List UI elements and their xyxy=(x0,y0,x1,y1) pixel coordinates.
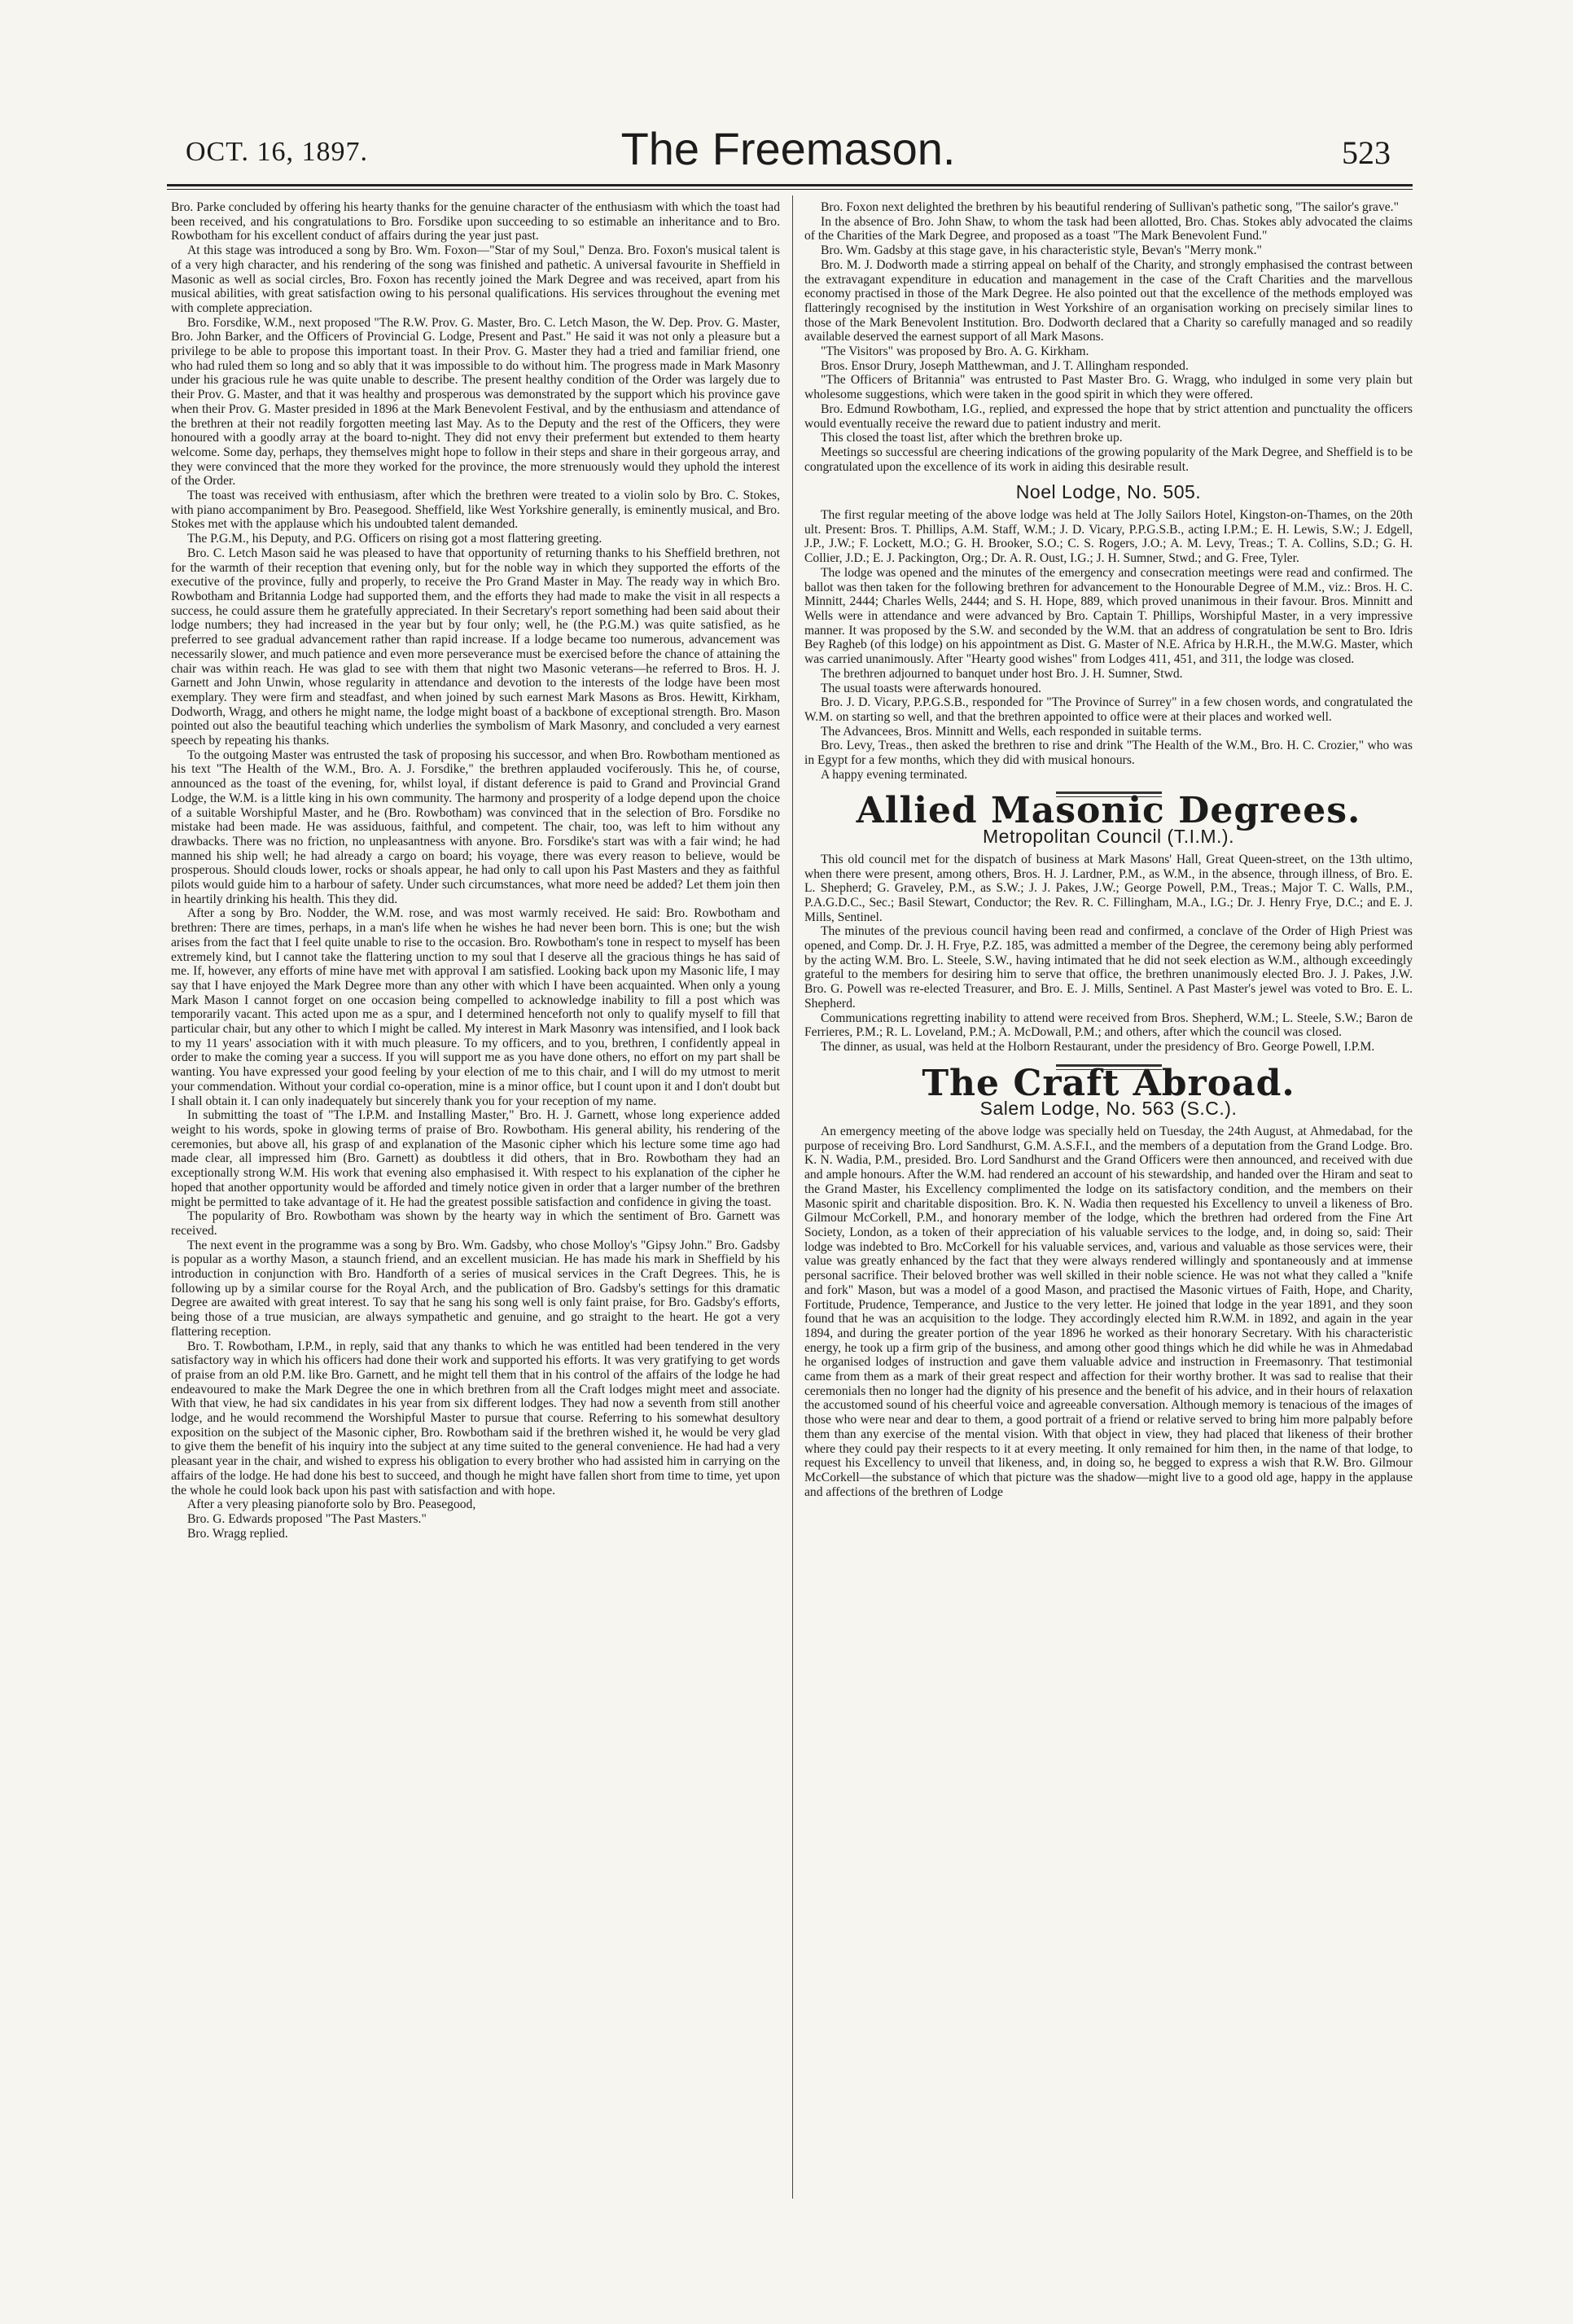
article-paragraph: The brethren adjourned to banquet under host Bro. J. H. Sumner, Stwd. xyxy=(821,666,1183,681)
article-paragraph: To the outgoing Master was entrusted the task of proposing his successor, and when Bro. Rowbotham mentioned as his text "The Health of the W.M., Bro. A. J. Forsdike," the brethren applauded vociferously. This he, of course, announced as the toast of the evening, for, whilst loyal, if distant deference is paid to Grand and Provincial Grand Lodge, the W.M. is a little king in his own community. The harmony and prosperity of a lodge depend upon the choice of a suitable Worshipful Master, and he (Bro. Rowbotham) was convinced that in the selection of Bro. Forsdike no mistake had been made. He was assiduous, faithful, and competent. The chair, too, was left to him without any drawbacks. There was no friction, no unpleasantness with anyone. Bro. Forsdike's start was with a fair wind; he had manned his ship well; he had already a cargo on board; his voyage, there was every reason to believe, would be prosperous. Should clouds lower, rocks or shoals appear, he had only to call upon his Past Masters and they as faithful pilots would guide him to a harbour of safety. Under such circumstances, what more need be added? Let them join then in heartily drinking his health. This they did. xyxy=(171,748,780,906)
article-paragraph: In the absence of Bro. John Shaw, to whom the task had been allotted, Bro. Chas. Stokes ably advocated the claims of the Charities of the Mark Degree, and proposed as a toast "The Mark Benevolent Fund." xyxy=(804,214,1413,243)
masthead-rule-thick xyxy=(167,184,1413,186)
left-column xyxy=(171,200,780,1541)
article-paragraph: Bro. Wragg replied. xyxy=(187,1526,288,1541)
section-title: Allied Masonic Degrees. xyxy=(856,790,1361,832)
article-paragraph: Communications regretting inability to attend were received from Bros. Shepherd, W.M.; L. Steele, S.W.; Baron de Ferrieres, P.M.; R. L. Loveland, P.M.; A. McDowall, P.M.; and others, after which the council was closed. xyxy=(804,1011,1413,1040)
article-paragraph: This old council met for the dispatch of business at Mark Masons' Hall, Great Queen-street, on the 13th ultimo, when there were present, among others, Bros. H. J. Lardner, P.M., as W.M., in the absence, through illness, of Bro. E. L. Shepherd; G. Graveley, P.M., as S.W.; J. J. Pakes, J.W.; George Powell, P.M., Treas.; Major T. C. Walls, P.M., P.A.G.D.C., Sec.; Basil Stewart, Conductor; the Rev. R. C. Fillingham, M.A., I.G.; Dr. J. Henry Frye, D.C.; and E. J. Mills, Sentinel. xyxy=(804,852,1413,924)
article-paragraph: Bro. Foxon next delighted the brethren by his beautiful rendering of Sullivan's pathetic song, "The sailor's grave." xyxy=(821,200,1399,214)
article-paragraph: Bro. Forsdike, W.M., next proposed "The R.W. Prov. G. Master, Bro. C. Letch Mason, the W. Dep. Prov. G. Master, Bro. John Barker, and the Officers of Provincial G. Lodge, Present and Past." He said it was not only a pleasure but a privilege to be able to propose this important toast. In their Prov. G. Master they had a tried and familiar friend, one who had ruled them so long and so ably that it was impossible to do without him. The progress made in Mark Masonry under his gracious rule he was quite unable to describe. The present healthy condition of the Order was largely due to their Prov. G. Master, and that it was healthy and prosperous was demonstrated by the support which his province gave when their Prov. G. Master presided in 1896 at the Mark Benevolent Festival, and by the enthusiasm and attendance of the brethren at their not readily forgotten meeting last May. As to the Deputy and the rest of the Officers, they were honoured with a goodly array at the board to-night. They did not envy their preferment but extended to them hearty welcome. Some day, perhaps, they themselves might hope to follow in their steps and share in their gorgeous array, and they were convinced that the more they worked for the province, the more strenuously would they uphold the interest of the Order. xyxy=(171,315,780,489)
masthead xyxy=(186,122,1391,179)
article-paragraph: Bro. M. J. Dodworth made a stirring appeal on behalf of the Charity, and strongly emphasised the contrast between the extravagant expenditure in education and management in the case of the Craft Charities and the marvellous economy practised in those of the Mark Degree. He also pointed out that the excellence of the methods employed was flatteringly recognised by the institution in West Yorkshire of an organisation working on precisely similar lines to those of the Mark Benevolent Institution. Bro. Dodworth declared that a Charity so carefully managed and so readily available deserved the earnest support of all Mark Masons. xyxy=(804,257,1413,344)
article-paragraph: The next event in the programme was a song by Bro. Wm. Gadsby, who chose Molloy's "Gipsy John." Bro. Gadsby is popular as a worthy Mason, a staunch friend, and an excellent musician. He has made his mark in Sheffield by his introduction in conjunction with Bro. Handforth of a series of musical services in the Craft Degrees. This, he is following up by a similar course for the Royal Arch, and the publication of Bro. Gadsby's settings for this dramatic Degree are awaited with great interest. To say that he sang his song well is only faint praise, for Bro. Gadsby's efforts, being those of a true musician, are always sympathetic and genuine, and go straight to the heart. He got a very flattering reception. xyxy=(171,1238,780,1339)
article-paragraph: The dinner, as usual, was held at the Holborn Restaurant, under the presidency of Bro. George Powell, I.P.M. xyxy=(821,1039,1375,1054)
article-paragraph: Bro. J. D. Vicary, P.P.G.S.B., responded for "The Province of Surrey" in a few chosen words, and congratulated the W.M. on starting so well, and that the brethren appointed to office were at their places and worked well. xyxy=(804,695,1413,724)
article-paragraph: The first regular meeting of the above lodge was held at The Jolly Sailors Hotel, Kingston-on-Thames, on the 20th ult. Present: Bros. T. Phillips, A.M. Staff, W.M.; J. D. Vicary, P.P.G.S.B., acting I.P.M.; E. H. Lewis, S.W.; J. Edgell, J.P., J.W.; F. Lockett, M.O.; G. H. Brooker, S.O.; C. S. Rogers, J.O.; A. M. Levy, Treas.; T. A. Collins, S.D.; G. H. Collier, J.D.; E. J. Packington, Org.; Dr. A. R. Oust, I.G.; J. H. Sumner, Stwd.; and G. Free, Tyler. xyxy=(804,508,1413,566)
newspaper-title: The Freemason. xyxy=(620,123,956,174)
article-paragraph: Bros. Ensor Drury, Joseph Matthewman, and J. T. Allingham responded. xyxy=(821,358,1189,373)
allied-masonic-section xyxy=(804,790,1413,1054)
article-paragraph: The toast was received with enthusiasm, after which the brethren were treated to a violin solo by Bro. C. Stokes, with piano accompaniment by Bro. Peasegood. Sheffield, like West Yorkshire generally, is eminently musical, and Bro. Stokes met with the applause which his undoubted talent demanded. xyxy=(171,489,780,532)
section-title: The Craft Abroad. xyxy=(922,1062,1295,1104)
article-continuation xyxy=(804,200,1413,474)
right-column xyxy=(804,200,1413,1499)
article-paragraph: This closed the toast list, after which the brethren broke up. xyxy=(821,431,1123,445)
article-paragraph: After a song by Bro. Nodder, the W.M. rose, and was most warmly received. He said: Bro. Rowbotham and brethren: There are times, perhaps, in a man's life when he wishes he had never been born. This is one; but the wish arises from the fact that I feel quite unable to rise to the occasion. Bro. Rowbotham's tone in respect to myself has been extremely kind, but I cannot take the flattering unction to my soul that I deserve all the gracious things he has said of me. If, however, any efforts of mine have met with approval I am satisfied. Looking back upon my Masonic life, I may say that I have enjoyed the Mark Degree more than any other with which I have been acquainted. When only a young Mark Mason I cannot forget on one occasion being compelled to acknowledge inability to fill a post which was temporarily vacant. This acted upon me as a spur, and I determined henceforth not only to qualify myself to fill that particular chair, but any other to which I might be called. My interest in Mark Masonry was intensified, and I look back to my 11 years' association with it with much pleasure. To my officers, and to you, brethren, I confidently appeal in order to make the coming year a success. If you will support me as you have done others, no effort on my part shall be wanting. You have expressed your good feeling by your election of me to this chair, and I will do my utmost to merit your commendation. Without your cordial co-operation, mine is a minor office, but I count upon it and I don't doubt but I shall obtain it. I can only inadequately but sincerely thank you for your reception of my name. xyxy=(171,906,780,1108)
article-paragraph: Bro. Parke concluded by offering his hearty thanks for the genuine character of the enthusiasm with which the toast had been received, and his congratulations to Bro. Forsdike upon succeeding to so estimable an inheritance and to Bro. Rowbotham for his excellent conduct of affairs during the year just past. xyxy=(171,200,780,243)
article-paragraph: "The Visitors" was proposed by Bro. A. G. Kirkham. xyxy=(821,344,1089,359)
craft-abroad-section xyxy=(804,1062,1413,1500)
section-heading: Noel Lodge, No. 505. xyxy=(1015,481,1202,503)
article-paragraph: Bro. Edmund Rowbotham, I.G., replied, and expressed the hope that by strict attention and punctuality the officers would eventually receive the reward due to patient industry and merit. xyxy=(804,401,1413,431)
article-paragraph: The lodge was opened and the minutes of the emergency and consecration meetings were read and confirmed. The ballot was then taken for the following brethren for advancement to the Honourable Degree of M.M., viz.: Bros. H. C. Minnitt, 2444; Charles Wells, 2444; and S. H. Hope, 889, which proved unanimous in their favour. Bros. Minnitt and Wells were in attendance and were advanced by Bro. Captain T. Phillips, Worshipful Master, in a very impressive manner. It was proposed by the S.W. and seconded by the W.M. that an address of congratulation be sent to Bro. Idris Bey Ragheb (of this lodge) on his appointment as Dist. G. Master of N.E. Africa by H.R.H., the M.W.G. Master, which was carried unanimously. After "Hearty good wishes" from Lodges 411, 451, and 311, the lodge was closed. xyxy=(804,565,1413,667)
article-paragraph: The P.G.M., his Deputy, and P.G. Officers on rising got a most flattering greeting. xyxy=(187,532,602,546)
article-paragraph: An emergency meeting of the above lodge was specially held on Tuesday, the 24th August, at Ahmedabad, for the purpose of receiving Bro. Lord Sandhurst, G.M. A.S.F.I., and the members of a deputation from the Grand Lodge. Bro. K. N. Wadia, P.M., presided. Bro. Lord Sandhurst and the Grand Officers were then announced, and received with due and ample honours. After the W.M. had rendered an account of his stewardship, and handed over the Hiram and seat to the Grand Master, his Excellency complimented the lodge on its satisfactory condition, and the members on their Masonic spirit and charitable disposition. Bro. K. N. Wadia then requested his Excellency to unveil a likeness of Bro. Gilmour McCorkell, P.M., and honorary member of the lodge, which the brethren had ordered from the Fine Art Society, London, as a token of their appreciation of his valuable services to the lodge, and, in doing so, said: Their lodge was indebted to Bro. McCorkell for his valuable services, and, various and valuable as those services were, their value was greatly enhanced by the fact that they were always rendered willingly and spontaneously and at immense personal sacrifice. Their beloved brother was well skilled in their noble science. He was not what they called a "knife and fork" Mason, but was a model of a good Mason, and practised the Masonic virtues of Faith, Hope, and Charity, Fortitude, Prudence, Temperance, and Justice to the very letter. He joined that lodge in the year 1891, and they soon found that he was an acquisition to the lodge. They accordingly elected him R.W.M. in 1892, and again in the year 1894, and during the greater portion of the year 1896 he worked as their honorary Secretary. With his characteristic energy, he took up a firm grip of the business, and among other good things which he did while he was in Ahmedabad he organised lodges of instruction and gave them valuable advice and instruction in Freemasonry. That testimonial came from them as a mark of their great respect and affection for their worthy brother. It was sad to realise that their ceremonials then no longer had the dignity of his presence and the benefit of his advice, and in their hours of relaxation the accustomed sound of his cheerful voice and agreeable conversation. Although memory is tenacious of the images of those who were near and dear to them, a good portrait of a friend or relative served to bring him more palpably before them than any exercise of the mental vision. With that object in view, they had placed that likeness of their brother where they could pay their respects to it at every meeting. It only remained for him then, in the name of that lodge, to request his Excellency to unveil that likeness, and, in doing so, he begged to express a wish that R.W. Bro. Gilmour McCorkell—the substance of which that picture was the shadow—might live to a good old age, happy in the applause and affections of the brethren of Lodge xyxy=(804,1125,1413,1499)
article-paragraph: Bro. T. Rowbotham, I.P.M., in reply, said that any thanks to which he was entitled had been tendered in the very satisfactory way in which his officers had done their work and supported his efforts. It was very gratifying to get words of praise from an old P.M. like Bro. Garnett, and he might tell them that in his control of the affairs of the lodge he had endeavoured to make the Mark Degree the one in which brethren from all the Craft lodges might meet and associate. With that view, he had six candidates in his year from six different lodges. They had now a seventh from still another lodge, and he would recommend the Worshipful Master to pursue that course. Referring to his somewhat desultory exposition on the subject of the Masonic cipher, Bro. Rowbotham said if the brethren wished it, he would be very glad to give them the benefit of his inquiry into the subject at any time suited to the general convenience. He had had a very pleasant year in the chair, and wished to express his obligation to every brother who had assisted him in carrying on the affairs of the lodge. He had done his best to succeed, and though he might have fallen short from time to time, yet upon the whole he could look back upon his past with satisfaction and with hope. xyxy=(171,1339,780,1497)
article-paragraph: Bro. Levy, Treas., then asked the brethren to rise and drink "The Health of the W.M., Bro. H. C. Crozier," who was in Egypt for a few months, which they did with musical honours. xyxy=(804,739,1413,768)
column-divider xyxy=(792,195,793,2199)
section-subheading: Salem Lodge, No. 563 (S.C.). xyxy=(979,1098,1238,1120)
article-paragraph: A happy evening terminated. xyxy=(821,767,968,782)
page-number: 523 xyxy=(1342,134,1391,171)
article-paragraph: In submitting the toast of "The I.P.M. and Installing Master," Bro. H. J. Garnett, whose long experience added weight to his words, spoke in glowing terms of praise of Bro. Rowbotham. His general ability, his rendering of the ceremonies, but above all, his grasp of and explanation of the Masonic cipher which his lecture some time ago had made clear, all impressed him (Bro. Garnett) as doubtless it did others, that in Bro. Rowbotham they had an exceptionally strong W.M. His work that evening also emphasised it. With respect to his explanation of the cipher he hoped that another opportunity would be afforded and timely notice given in order that a larger number of the brethren might be permitted to take advantage of it. He had the greatest possible satisfaction and confidence in giving the toast. xyxy=(171,1108,780,1209)
article-paragraph: The Advancees, Bros. Minnitt and Wells, each responded in suitable terms. xyxy=(821,724,1202,739)
article-paragraph: Bro. G. Edwards proposed "The Past Masters." xyxy=(187,1511,427,1526)
article-paragraph: After a very pleasing pianoforte solo by Bro. Peasegood, xyxy=(187,1497,476,1512)
article-paragraph: Meetings so successful are cheering indications of the growing popularity of the Mark Degree, and Sheffield is to be congratulated upon the excellence of its work in aiding this desirable result. xyxy=(804,445,1413,474)
section-subheading: Metropolitan Council (T.I.M.). xyxy=(983,826,1234,848)
issue-date: OCT. 16, 1897. xyxy=(186,137,368,167)
article-paragraph: Bro. C. Letch Mason said he was pleased to have that opportunity of returning thanks to his Sheffield brethren, not for the warmth of their reception that evening only, but for the noble way in which they supported the efforts of the executive of the province, fully and properly, to receive the Pro Grand Master in May. The ready way in which Bro. Rowbotham and Britannia Lodge had supported them, and the efforts they had made to make the visit in all respects a success, he could assure them he gratefully appreciated. In their Secretary's report something had been said about their lodge numbers; they had increased in the year but by four only; well, he (the P.G.M.) was quite satisfied, as he preferred to see gradual advancement rather than rapid increase. If a lodge became too numerous, advancement was necessarily slower, and much patience and even more perseverance must be exercised before the chance of attaining the chair was within reach. He was glad to see with them that night two Masonic veterans—he referred to Bros. H. J. Garnett and John Unwin, whose regularity in attendance and devotion to the interests of the lodge have been most exemplary. They were firm and steadfast, and when joined by such earnest Mark Masons as Bros. Hewitt, Kirkham, Dodworth, Wragg, and others he might name, the lodge might boast of a backbone of exceptional strength. Bro. Mason pointed out also the beautiful teaching which underlies the symbolism of Mark Masonry, and concluded a very earnest speech by repeating his thanks. xyxy=(171,546,780,748)
article-paragraph: The usual toasts were afterwards honoured. xyxy=(821,681,1042,695)
noel-lodge-report xyxy=(804,481,1413,782)
article-paragraph: The popularity of Bro. Rowbotham was shown by the hearty way in which the sentiment of Bro. Garnett was received. xyxy=(171,1209,780,1238)
article-paragraph: Bro. Wm. Gadsby at this stage gave, in his characteristic style, Bevan's "Merry monk." xyxy=(821,243,1262,258)
masthead-rule-thin xyxy=(167,189,1413,190)
article-paragraph: At this stage was introduced a song by Bro. Wm. Foxon—"Star of my Soul," Denza. Bro. Foxon's musical talent is of a very high character, and his rendering of the song was finished and pathetic. A universal favourite in Sheffield in Masonic as well as social circles, Bro. Foxon has recently joined the Mark Degree and was received, apart from his musical abilities, with great satisfaction owing to his personal qualifications. His services throughout the evening met with complete appreciation. xyxy=(171,243,780,315)
article-paragraph: The minutes of the previous council having been read and confirmed, a conclave of the Order of High Priest was opened, and Comp. Dr. J. H. Frye, P.Z. 185, was admitted a member of the Degree, the ceremony being ably performed by the acting W.M. Bro. L. Steele, S.W., having intimated that he did not seek election as W.M., although exceedingly grateful to the members for desiring him to serve that office, the brethren unanimously elected Bro. J. J. Pakes, J.W. Bro. G. Powell was re-elected Treasurer, and Bro. E. J. Mills, Sentinel. A Past Master's jewel was voted to Bro. E. L. Shepherd. xyxy=(804,924,1413,1011)
article-paragraph: "The Officers of Britannia" was entrusted to Past Master Bro. G. Wragg, who indulged in some very plain but wholesome suggestions, which were taken in the good spirit in which they were offered. xyxy=(804,373,1413,402)
